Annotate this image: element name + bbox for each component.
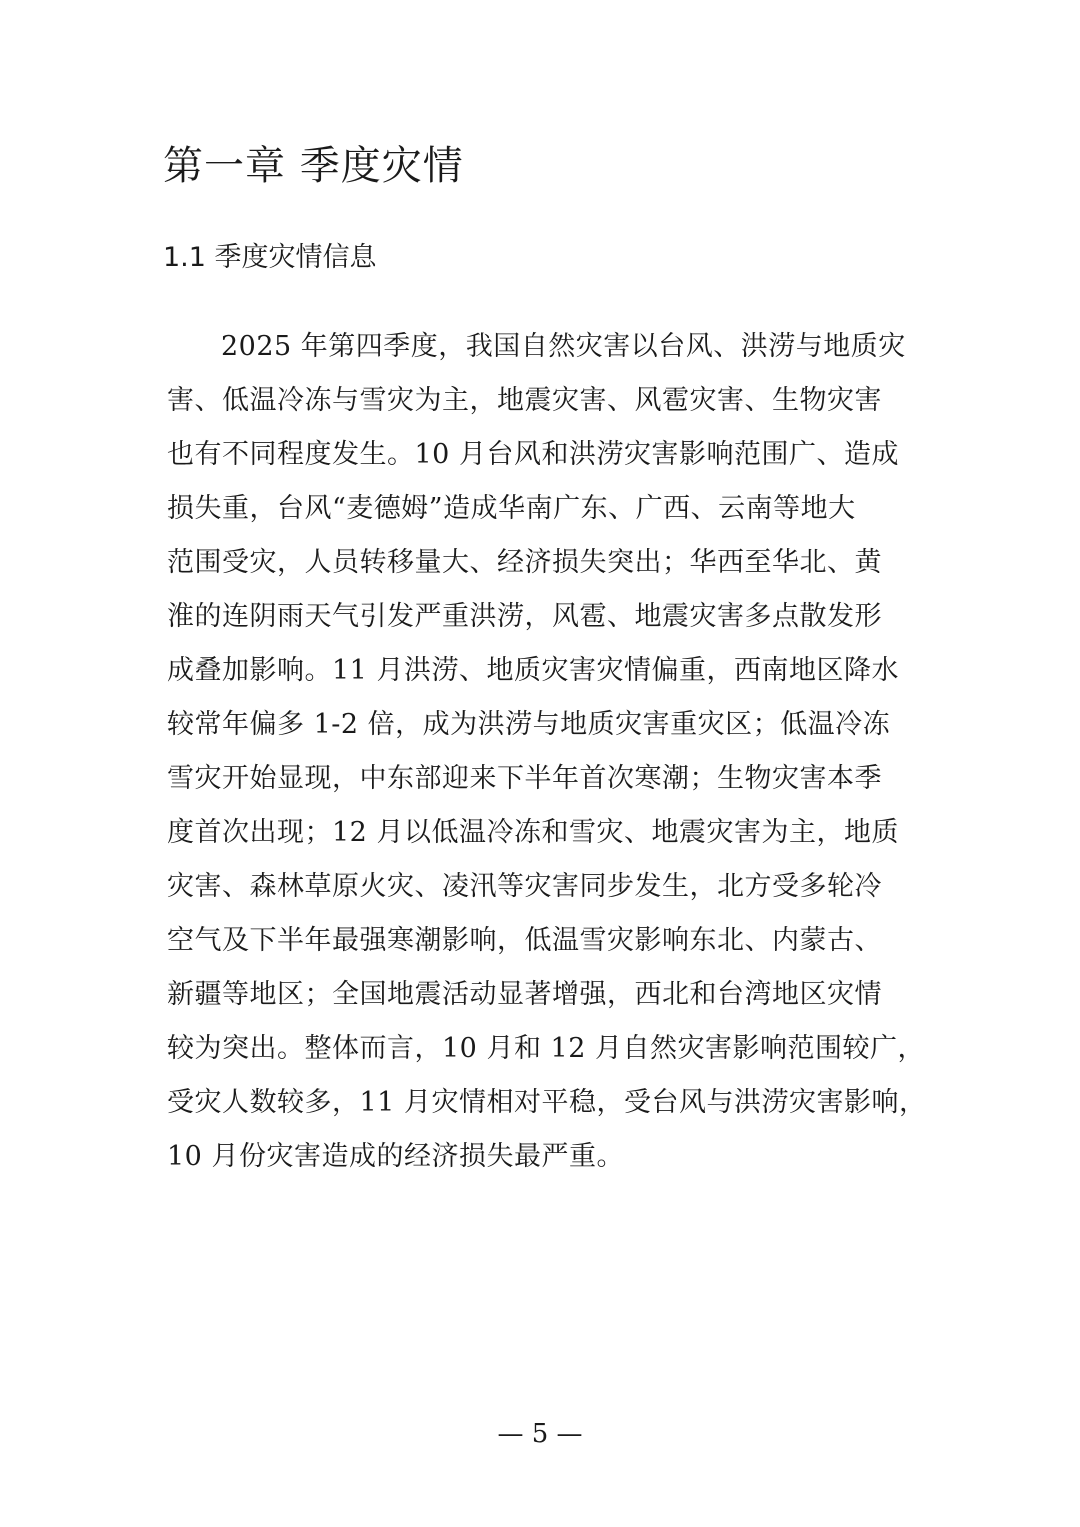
- body-paragraph: [167, 320, 927, 1184]
- chapter-title: 第一章 季度灾情: [163, 143, 464, 189]
- paragraph-line: 较为突出。整体而言，10 月和 12 月自然灾害影响范围较广，: [167, 1033, 925, 1064]
- page-number: — 5 —: [497, 1419, 583, 1449]
- paragraph-line: 害、低温冷冻与雪灾为主，地震灾害、风雹灾害、生物灾害: [167, 385, 882, 416]
- paragraph-line: 度首次出现；12 月以低温冷冻和雪灾、地震灾害为主，地质: [167, 817, 899, 848]
- paragraph-line: 2025 年第四季度，我国自然灾害以台风、洪涝与地质灾: [221, 331, 906, 362]
- paragraph-line: 10 月份灾害造成的经济损失最严重。: [167, 1141, 624, 1172]
- section-title: 1.1 季度灾情信息: [163, 242, 377, 273]
- paragraph-line: 新疆等地区；全国地震活动显著增强，西北和台湾地区灾情: [167, 979, 882, 1010]
- paragraph-line: 也有不同程度发生。10 月台风和洪涝灾害影响范围广、造成: [167, 439, 899, 470]
- paragraph-line: 较常年偏多 1-2 倍，成为洪涝与地质灾害重灾区；低温冷冻: [167, 709, 891, 740]
- paragraph-line: 成叠加影响。11 月洪涝、地质灾害灾情偏重，西南地区降水: [167, 655, 899, 686]
- paragraph-line: 受灾人数较多，11 月灾情相对平稳，受台风与洪涝灾害影响，: [167, 1087, 927, 1118]
- paragraph-line: 范围受灾，人员转移量大、经济损失突出；华西至华北、黄: [167, 547, 882, 578]
- paragraph-line: 损失重，台风“麦德姆”造成华南广东、广西、云南等地大: [167, 493, 856, 524]
- paragraph-line: 雪灾开始显现，中东部迎来下半年首次寒潮；生物灾害本季: [167, 763, 882, 794]
- paragraph-line: 灾害、森林草原火灾、凌汛等灾害同步发生，北方受多轮冷: [167, 871, 882, 902]
- paragraph-line: 淮的连阴雨天气引发严重洪涝，风雹、地震灾害多点散发形: [167, 601, 882, 632]
- paragraph-line: 空气及下半年最强寒潮影响，低温雪灾影响东北、内蒙古、: [167, 925, 882, 956]
